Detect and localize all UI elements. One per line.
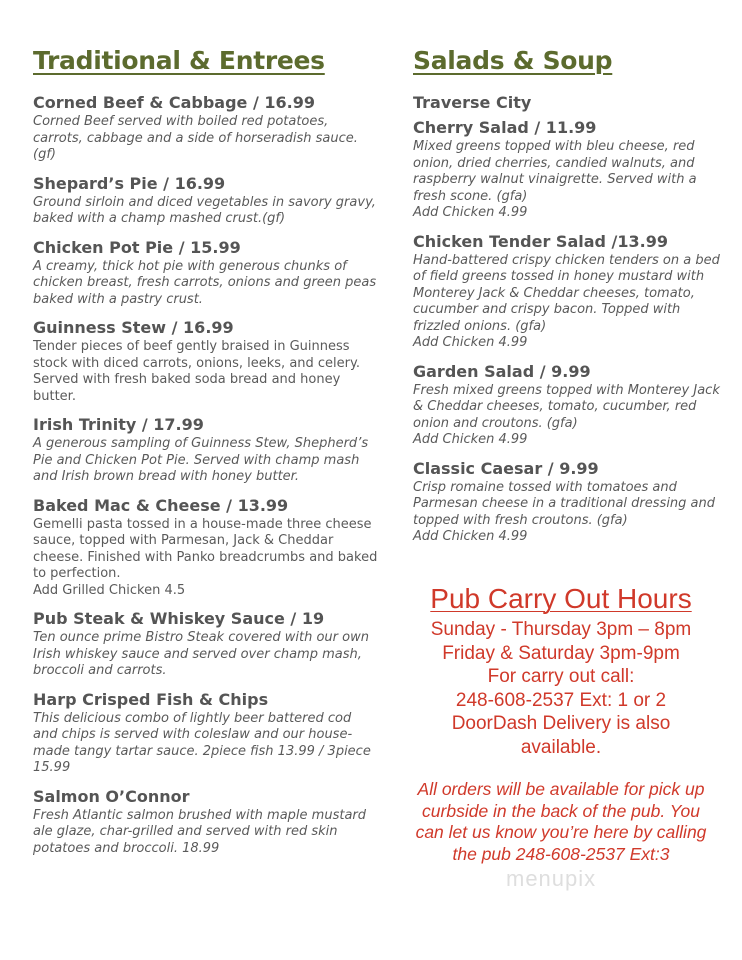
menu-item-corned-beef	[33, 92, 378, 164]
item-name: Salmon O’Connor	[33, 786, 190, 806]
item-name: Pub Steak & Whiskey Sauce / 19	[33, 609, 325, 628]
menu-item-garden-salad	[413, 361, 725, 449]
traditional-entrees-column	[33, 44, 378, 866]
item-add-on: Add Chicken 4.99	[413, 529, 528, 544]
item-name: Corned Beef & Cabbage / 16.99	[33, 93, 315, 112]
doordash-note-cont: available.	[520, 736, 602, 758]
item-name: Garden Salad / 9.99	[413, 361, 591, 381]
menu-item-pub-steak	[33, 608, 378, 680]
menu-item-baked-mac-cheese	[33, 495, 378, 600]
item-name: Chicken Pot Pie / 15.99	[33, 237, 241, 257]
menu-item-shepards-pie	[33, 173, 378, 228]
item-add-on: Add Chicken 4.99	[413, 335, 528, 350]
menu-item-cherry-salad	[413, 92, 725, 222]
menu-item-salmon-oconnor	[33, 786, 378, 858]
carry-out-hours	[413, 582, 709, 759]
item-description: Ground sirloin and diced vegetables in savory gravy, baked with a champ mashed crust.(gf)	[33, 194, 376, 226]
item-name: Baked Mac & Cheese / 13.99	[33, 495, 289, 515]
watermark-logo: menupix	[506, 866, 597, 891]
item-name: Shepard’s Pie / 16.99	[33, 173, 226, 193]
section-title-traditional-entrees: Traditional & Entrees	[33, 46, 325, 75]
item-description: Ten ounce prime Bistro Steak covered with our own Irish whiskey sauce and served over champ mash, broccoli and carrots.	[33, 630, 369, 678]
item-name: Traverse City	[413, 93, 532, 112]
carry-out-call-label: For carry out call:	[487, 666, 635, 687]
item-name: Chicken Tender Salad /13.99	[413, 231, 668, 251]
item-description: Hand-battered crispy chicken tenders on a bed of field greens tossed in honey mustard with Monterey Jack & Cheddar cheeses, tomato, cucumber and crispy bacon. Topped with frizzled onions. (gfa)	[413, 252, 720, 334]
doordash-note: DoorDash Delivery is also	[451, 713, 671, 734]
item-description: This delicious combo of lightly beer battered cod and chips is served with coleslaw and our house-made tangy tartar sauce. 2piece fish 13.99 / 3piece 15.99	[33, 710, 371, 775]
item-description: Corned Beef served with boiled red potatoes, carrots, cabbage and a side of horseradish sauce. (gf)	[33, 114, 358, 162]
hours-line-sun-thu: Sunday - Thursday 3pm – 8pm	[430, 619, 692, 640]
item-description: Fresh mixed greens topped with Monterey Jack & Cheddar cheeses, tomato, cucumber, red onion and croutons. (gfa)	[413, 382, 720, 431]
item-name: Classic Caesar / 9.99	[413, 458, 599, 478]
menu-item-classic-caesar	[413, 458, 725, 546]
hours-title: Pub Carry Out Hours	[430, 583, 692, 614]
item-description: A creamy, thick hot pie with generous chunks of chicken breast, fresh carrots, onions and green peas baked with a pastry crust.	[33, 258, 377, 307]
carry-out-phone: 248-608-2537 Ext: 1 or 2	[455, 689, 667, 711]
item-add-on: Add Grilled Chicken 4.5	[33, 582, 186, 598]
section-title-salads-soup: Salads & Soup	[413, 46, 613, 75]
item-add-on: Add Chicken 4.99	[413, 205, 528, 220]
pickup-text: All orders will be available for pick up curbside in the back of the pub. You can let us know you’re here by calling the pub 248-608-2537 Ext:3	[415, 779, 707, 864]
menu-item-fish-chips	[33, 689, 378, 777]
menu-item-chicken-pot-pie	[33, 237, 378, 309]
hours-line-fri-sat: Friday & Saturday 3pm-9pm	[442, 642, 680, 664]
item-description: Tender pieces of beef gently braised in Guinness stock with diced carrots, onions, leeks, and celery. Served with fresh baked soda bread and honey butter.	[33, 339, 360, 404]
item-name: Guinness Stew / 16.99	[33, 318, 234, 337]
item-description: A generous sampling of Guinness Stew, Shepherd’s Pie and Chicken Pot Pie. Served with champ mash and Irish brown bread with honey butter.	[33, 436, 369, 484]
item-description: Mixed greens topped with bleu cheese, red onion, dried cherries, candied walnuts, and raspberry walnut vinaigrette. Served with a fresh scone. (gfa)	[413, 139, 697, 204]
item-description: Fresh Atlantic salmon brushed with maple mustard ale glaze, char-grilled and served with red skin potatoes and broccoli. 18.99	[33, 807, 367, 856]
menu-item-irish-trinity	[33, 414, 378, 486]
salads-soup-column	[413, 44, 725, 555]
item-name: Irish Trinity / 17.99	[33, 415, 204, 434]
curbside-pickup-note	[413, 779, 709, 865]
menu-item-guinness-stew	[33, 317, 378, 405]
menu-item-chicken-tender-salad	[413, 231, 725, 352]
item-add-on: Add Chicken 4.99	[413, 432, 528, 447]
item-description: Crisp romaine tossed with tomatoes and Parmesan cheese in a traditional dressing and topped with fresh croutons. (gfa)	[413, 479, 716, 528]
item-description: Gemelli pasta tossed in a house-made three cheese sauce, topped with Parmesan, Jack & Cheddar cheese. Finished with Panko breadcrumbs and baked to perfection.	[33, 516, 378, 581]
item-name: Harp Crisped Fish & Chips	[33, 689, 269, 709]
item-name-line2: Cherry Salad / 11.99	[413, 118, 597, 137]
